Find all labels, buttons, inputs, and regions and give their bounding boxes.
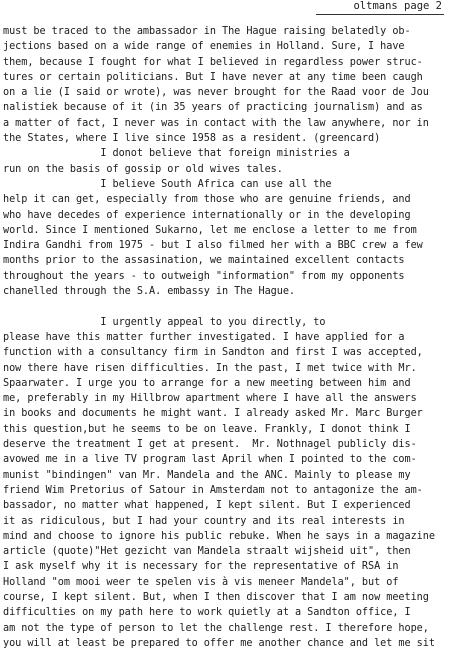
text-line: me, preferably in my Hillbrow apartment where I have all the answers bbox=[3, 393, 417, 405]
text-line: am not the type of person to let the challenge rest. I therefore hope, bbox=[3, 622, 429, 634]
letter-body bbox=[3, 24, 450, 651]
text-line: help it can get, especially from those who are genuine friends, and bbox=[3, 194, 411, 206]
header-underline bbox=[316, 14, 444, 15]
text-line: bassador, no matter what happened, I kept silent. But I experienced bbox=[3, 500, 411, 512]
text-line: course, I kept silent. But, when I then discover that I am now meeting bbox=[3, 591, 429, 603]
text-line: must be traced to the ambassador in The Hague raising belatedly ob- bbox=[3, 26, 411, 37]
text-line: article (quote)"Het gezicht van Mandela straalt wijsheid uit", then bbox=[3, 546, 411, 558]
text-line: deserve the treatment I get at present. Mr. Nothnagel publicly dis- bbox=[3, 439, 417, 451]
text-line: Holland "om mooi weer te spelen vis à vis meneer Mandela", but of bbox=[3, 576, 399, 588]
text-line: munist "bindingen" van Mr. Mandela and the ANC. Mainly to please my bbox=[3, 469, 411, 481]
paragraph-gap bbox=[3, 299, 450, 314]
text-line: world. Since I mentioned Sukarno, let me enclose a letter to me from bbox=[3, 224, 417, 236]
text-line: Indira Gandhi from 1975 - but I also filmed her with a BBC crew a few bbox=[3, 240, 423, 252]
text-line: mind and choose to ignore his public rebuke. When he says in a magazine bbox=[3, 530, 435, 542]
text-line: I ask myself why it is necessary for the representative of RSA in bbox=[3, 561, 399, 573]
text-line: you will at least be prepared to offer me another chance and let me sit bbox=[3, 637, 435, 649]
page-header: oltmans page 2 bbox=[353, 0, 442, 12]
text-line: tures or certain politicians. But I have never at any time been caugh bbox=[3, 71, 423, 83]
text-line: avowed me in a live TV program last April when I pointed to the com- bbox=[3, 454, 417, 466]
text-line: it as ridiculous, but I had your country and its real interests in bbox=[3, 515, 405, 527]
text-line: I donot believe that foreign ministries a bbox=[3, 148, 350, 160]
text-line: run on the basis of gossip or old wives tales. bbox=[3, 163, 283, 175]
text-line: throughout the years - to outweigh "information" from my opponents bbox=[3, 270, 405, 282]
text-line: please have this matter further investigated. I have applied for a bbox=[3, 331, 405, 343]
text-line: in books and documents he might want. I already asked Mr. Marc Burger bbox=[3, 408, 423, 420]
text-line: this question,but he seems to be on leave. Frankly, I donot think I bbox=[3, 423, 411, 435]
text-line: a matter of fact, I never was in contact with the law anywhere, nor in bbox=[3, 117, 429, 129]
text-line: function with a consultancy firm in Sandton and first I was accepted, bbox=[3, 347, 423, 359]
text-line: friend Wim Pretorius of Satour in Amsterdam not to antagonize the am- bbox=[3, 484, 423, 496]
text-line: months prior to the assasination, we maintained excellent contacts bbox=[3, 255, 405, 267]
text-line: them, because I fought for what I believed in regardless power struc- bbox=[3, 56, 423, 68]
text-line: I urgently appeal to you directly, to bbox=[3, 316, 326, 328]
text-line: the States, where I live since 1958 as a resident. (greencard) bbox=[3, 133, 381, 145]
text-line: who have decedes of experience internationally or in the developing bbox=[3, 209, 411, 221]
text-line: chanelled through the S.A. embassy in The Hague. bbox=[3, 286, 296, 298]
text-line: Spaarwater. I urge you to arrange for a new meeting between him and bbox=[3, 377, 411, 389]
text-line: I believe South Africa can use all the bbox=[3, 178, 332, 190]
paragraph bbox=[3, 315, 450, 652]
text-line: nalistiek because of it (in 35 years of practicing journalism) and as bbox=[3, 102, 423, 114]
text-line: difficulties on my path here to work quietly at a Sandton office, I bbox=[3, 607, 411, 619]
text-line: now there have risen difficulties. In the past, I met twice with Mr. bbox=[3, 362, 417, 374]
paragraph bbox=[3, 24, 450, 299]
text-line: on a lie (I said or wrote), was never brought for the Raad voor de Jou bbox=[3, 87, 429, 99]
text-line: jections based on a wide range of enemies in Holland. Sure, I have bbox=[3, 41, 405, 53]
